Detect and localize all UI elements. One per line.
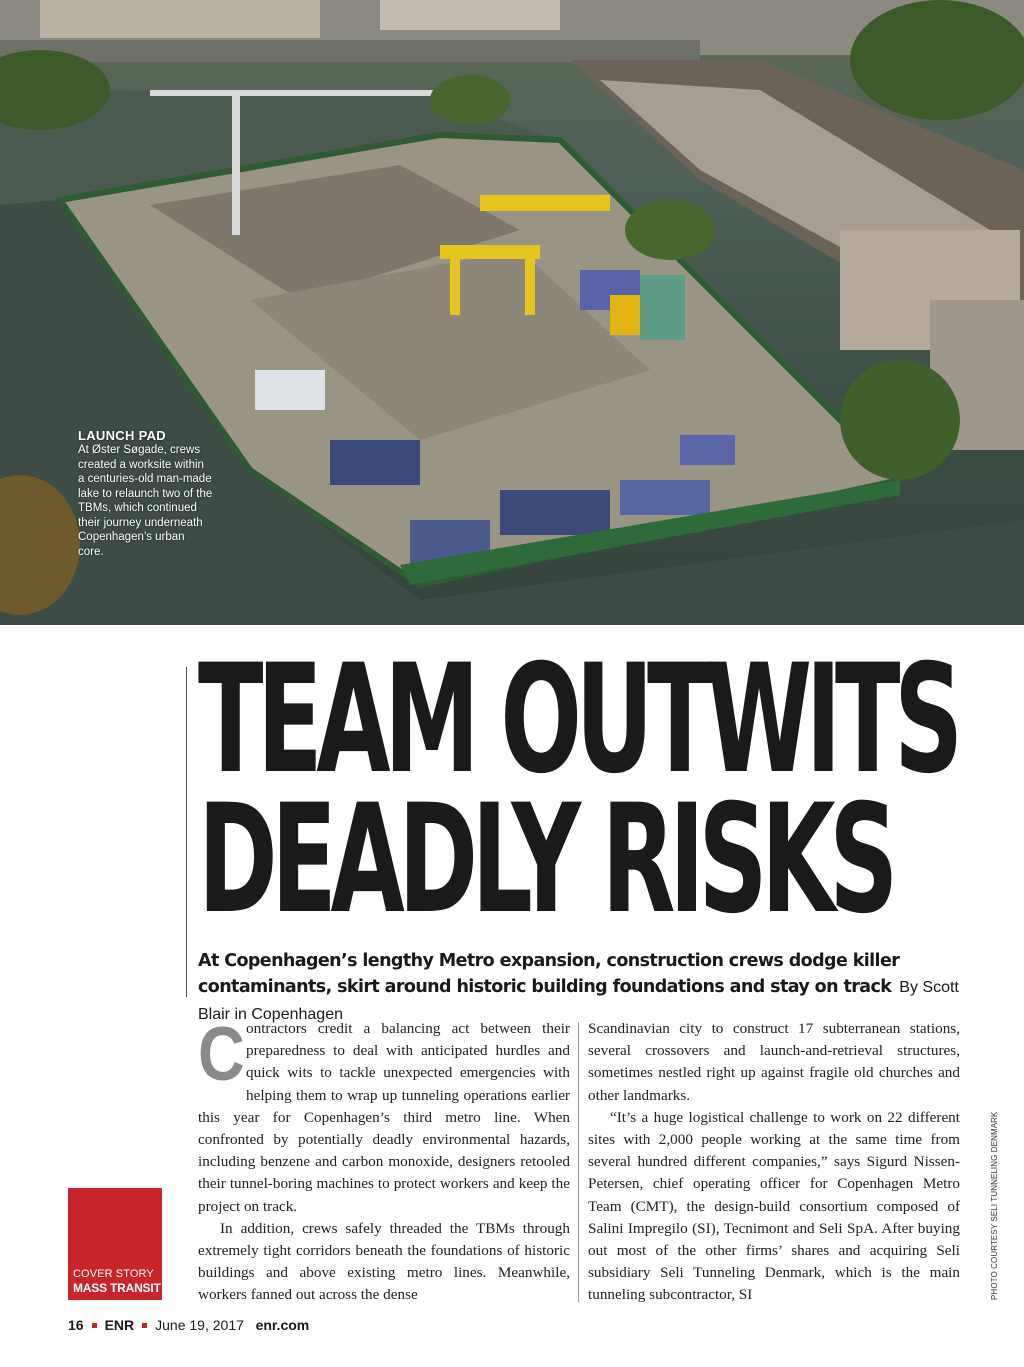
body-paragraph xyxy=(198,1012,570,1218)
body-paragraph: “It’s a huge logistical challenge to work on 22 different sites with 2,000 people working at the same time from several hundred different companies,” says Sigurd Nissen-Petersen, chief operating officer for Copenhagen Metro Team (CMT), the design-build consortium composed of Salini Impregilo (SI), Tecnimont and Seli SpA. After buying out most of the other firms’ shares and acquiring Seli subsidiary Seli Tunneling Denmark, which is the main tunneling subcontractor, SI xyxy=(588,1108,960,1304)
headline-line-2: DEADLY RISKS xyxy=(198,773,892,947)
deck-text: At Copenhagen’s lengthy Metro expansion, construction crews dodge killer contaminants, skirt around historic building foundations and stay on track xyxy=(198,951,900,997)
hero-photo xyxy=(0,0,1024,625)
dropcap: C xyxy=(198,1012,245,1097)
photo-credit: PHOTO COURTESY SELI TUNNELING DENMARK xyxy=(990,1111,999,1300)
body-text: ontractors credit a balancing act between their preparedness to deal with anticipated hurdles and quick wits to tackle unexpected emergencies with helping them to wrap up tunneling operations earlier this year for Copenhagen’s third metro line. When confronted by potentially deadly environmental hazards, including benzene and carbon monoxide, designers retooled their tunnel-boring machines to protect workers and keep the project on track. xyxy=(198,1020,570,1215)
headline xyxy=(198,633,957,947)
magazine-name: ENR xyxy=(104,1317,135,1333)
body-column-1 xyxy=(198,1012,570,1307)
headline-rule xyxy=(186,667,187,997)
column-divider xyxy=(578,1022,579,1302)
headline-line-1: TEAM OUTWITS xyxy=(198,633,957,807)
badge-section: MASS TRANSIT xyxy=(73,1281,161,1295)
caption-title: LAUNCH PAD xyxy=(78,428,166,443)
website-link[interactable]: enr.com xyxy=(255,1317,310,1333)
separator-square-icon xyxy=(92,1323,97,1328)
body-paragraph: In addition, crews safely threaded the TBMs through extremely tight corridors beneath the foundations of historic buildings and above existing metro lines. Meanwhile, workers fanned out across the dense xyxy=(198,1219,570,1304)
separator-square-icon xyxy=(142,1323,147,1328)
page-number: 16 xyxy=(68,1317,84,1333)
body-paragraph: Scandinavian city to construct 17 subterranean stations, several crossovers and launch-and-retrieval structures, sometimes nestled right up against fragile old churches and other landmarks. xyxy=(588,1020,960,1104)
body-column-2 xyxy=(588,1018,960,1307)
deck xyxy=(198,948,978,1028)
badge-label: COVER STORY xyxy=(73,1268,154,1280)
section-badge xyxy=(68,1188,162,1300)
caption-body: At Øster Søgade, crews created a worksite within a centuries-old man-made lake to relaunch two of the TBMs, which continued their journey underneath Copenhagen’s urban core. xyxy=(78,444,213,558)
photo-caption xyxy=(78,428,213,559)
issue-date: June 19, 2017 xyxy=(155,1317,244,1333)
byline: By Scott Blair in Copenhagen xyxy=(198,979,959,1023)
page-footer xyxy=(68,1317,309,1333)
